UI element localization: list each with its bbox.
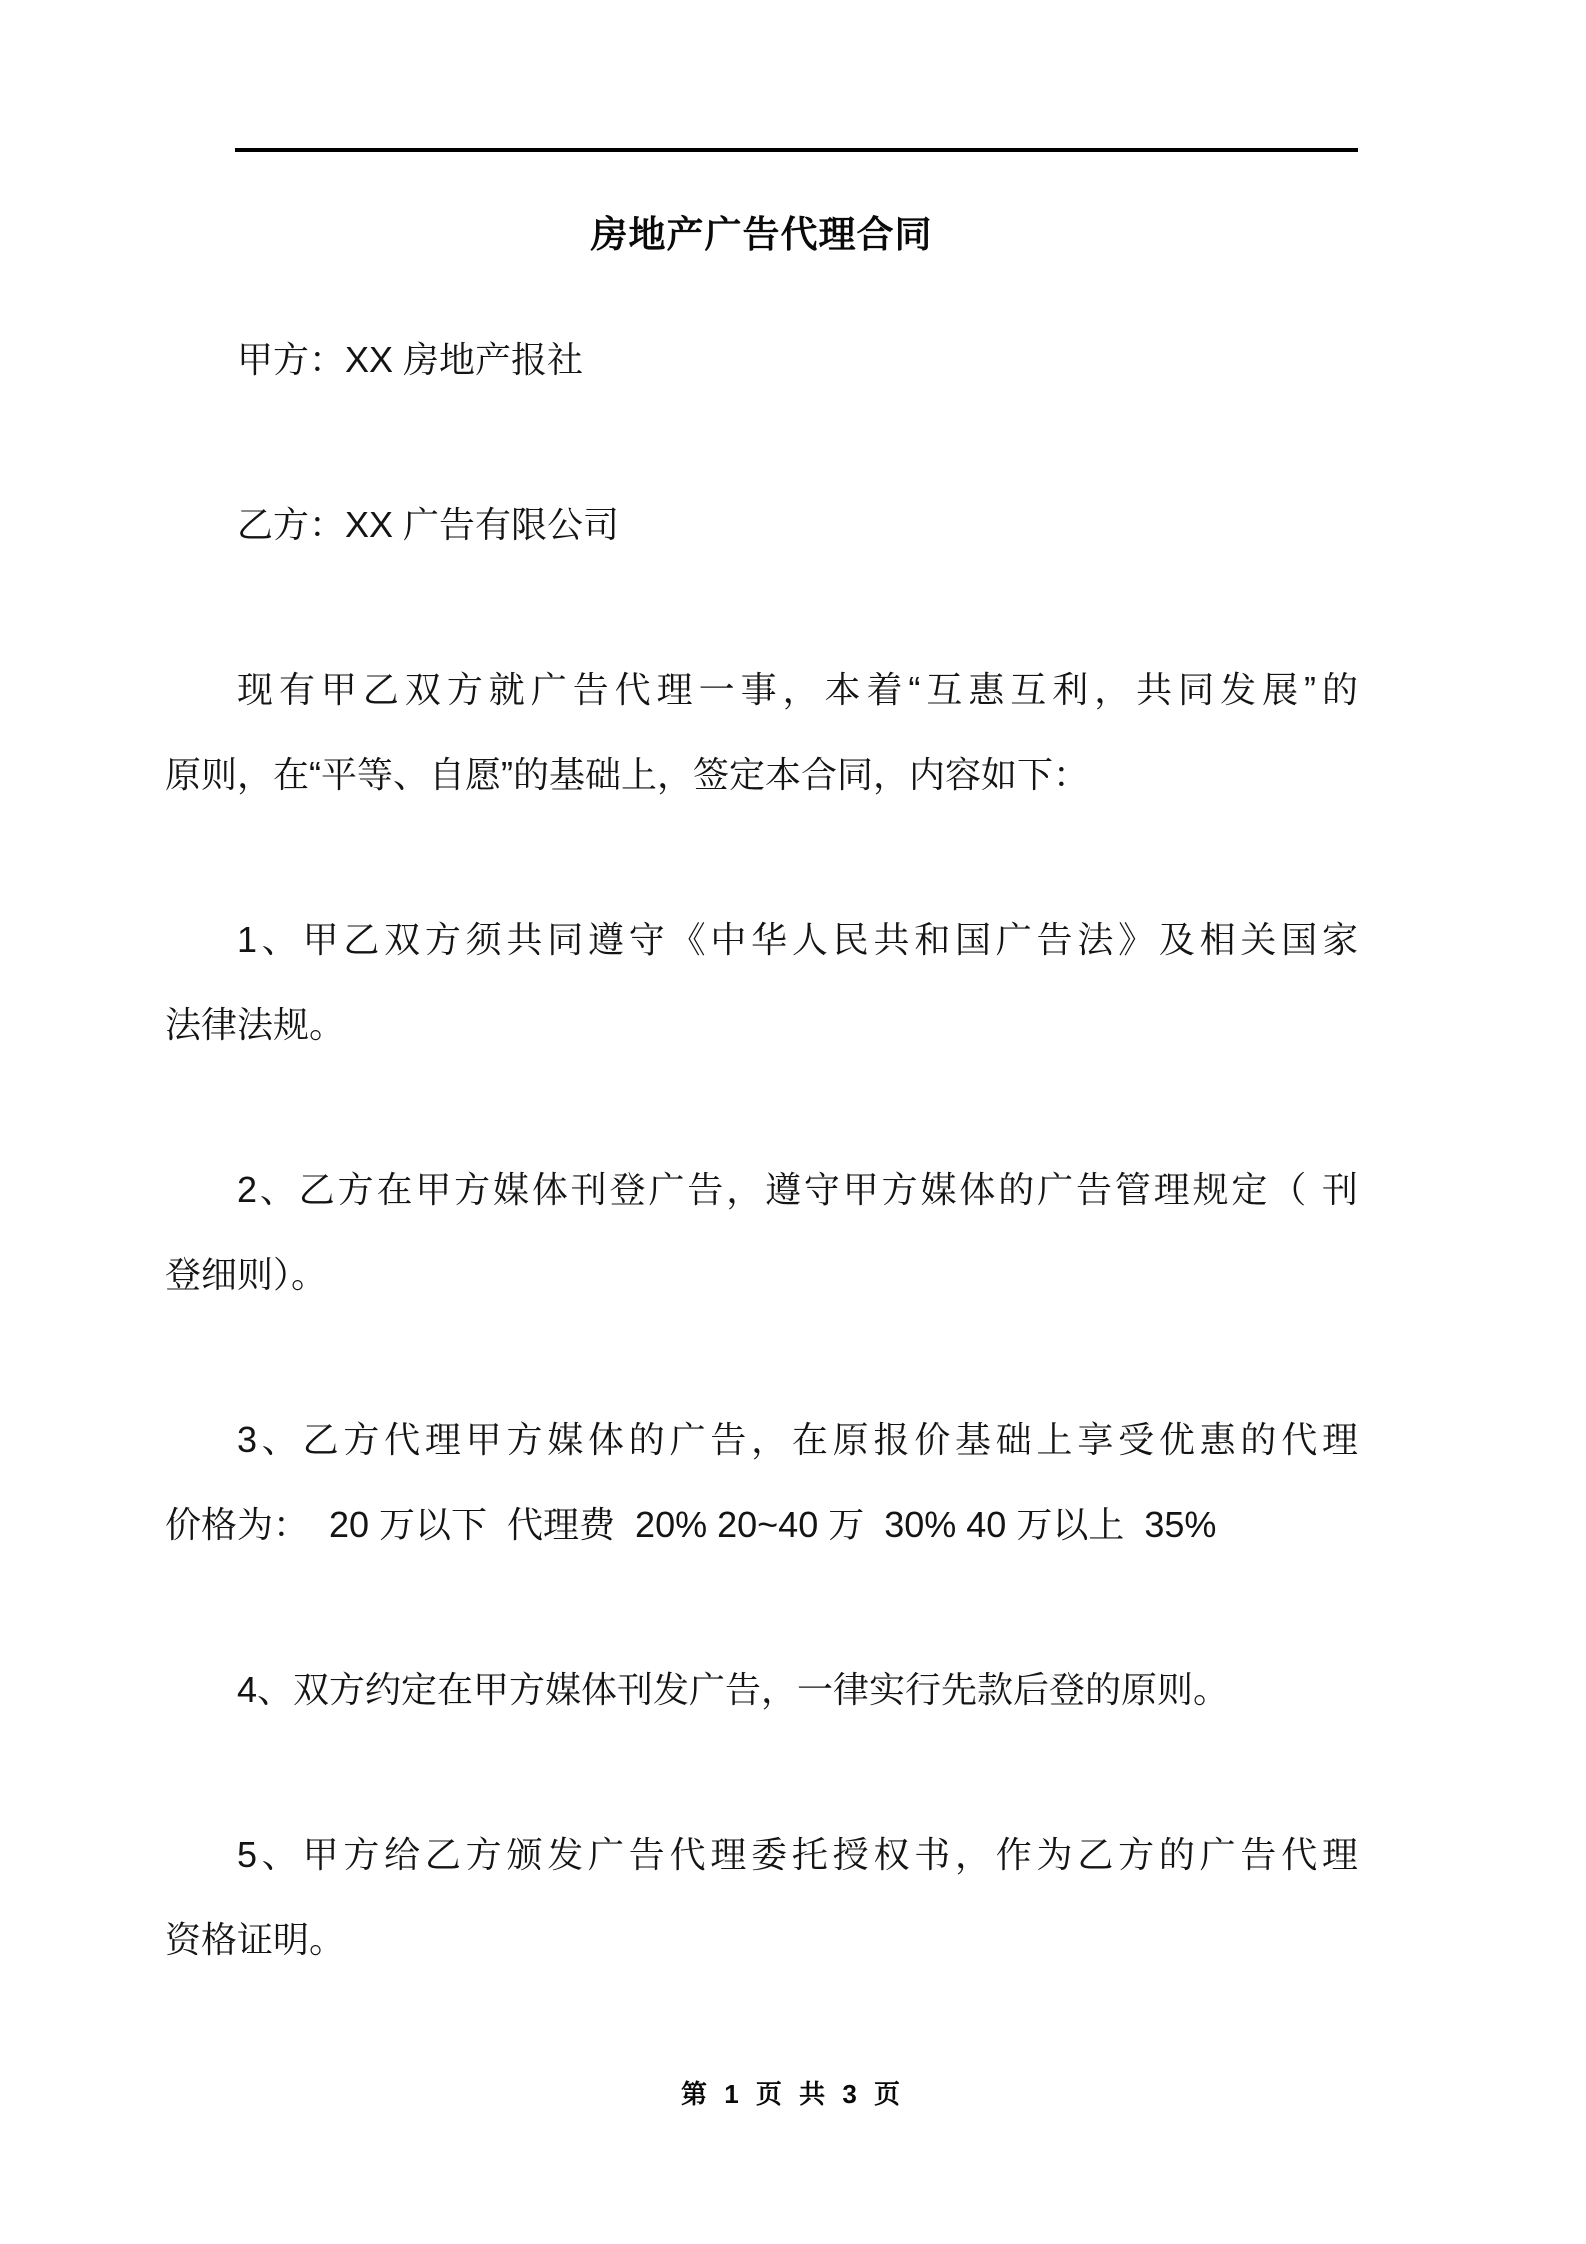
header-rule <box>235 148 1358 152</box>
preamble-paragraph <box>165 647 1358 817</box>
document-title: 房地产广告代理合同 <box>590 214 933 255</box>
clause-3 <box>165 1397 1358 1567</box>
clause-2 <box>165 1147 1358 1317</box>
clause-4 <box>165 1647 1358 1732</box>
text-line: 甲方：XX 房地产报社 <box>237 339 584 380</box>
text-line: 资格证明。 <box>165 1919 346 1960</box>
text-line: 4、双方约定在甲方媒体刊发广告，一律实行先款后登的原则。 <box>237 1669 1230 1710</box>
document-blocks <box>165 317 1358 1982</box>
text-line: 价格为： 20 万以下 代理费 20% 20~40 万 30% 40 万以上 35% <box>165 1504 1217 1545</box>
clause-1 <box>165 897 1358 1067</box>
text-line: 登细则）。 <box>165 1254 328 1295</box>
text-line: 1、甲乙双方须共同遵守《中华人民共和国广告法》及相关国家 <box>237 919 1358 960</box>
text-line: 法律法规。 <box>165 1004 346 1045</box>
text-line: 原则，在“平等、自愿”的基础上，签定本合同，内容如下： <box>165 754 1089 795</box>
page-number-footer: 第 1 页 共 3 页 <box>680 2079 906 2109</box>
text-line: 乙方：XX 广告有限公司 <box>237 504 620 545</box>
party-a-line <box>165 317 1358 402</box>
text-line: 3、乙方代理甲方媒体的广告，在原报价基础上享受优惠的代理 <box>237 1419 1358 1460</box>
text-line: 5、甲方给乙方颁发广告代理委托授权书，作为乙方的广告代理 <box>237 1834 1358 1875</box>
document-body <box>165 192 1358 1982</box>
text-line: 现有甲乙双方就广告代理一事，本着“互惠互利，共同发展”的 <box>237 669 1358 710</box>
clause-5 <box>165 1812 1358 1982</box>
text-line: 2、乙方在甲方媒体刊登广告，遵守甲方媒体的广告管理规定（ 刊 <box>237 1169 1358 1210</box>
party-b-line <box>165 482 1358 567</box>
